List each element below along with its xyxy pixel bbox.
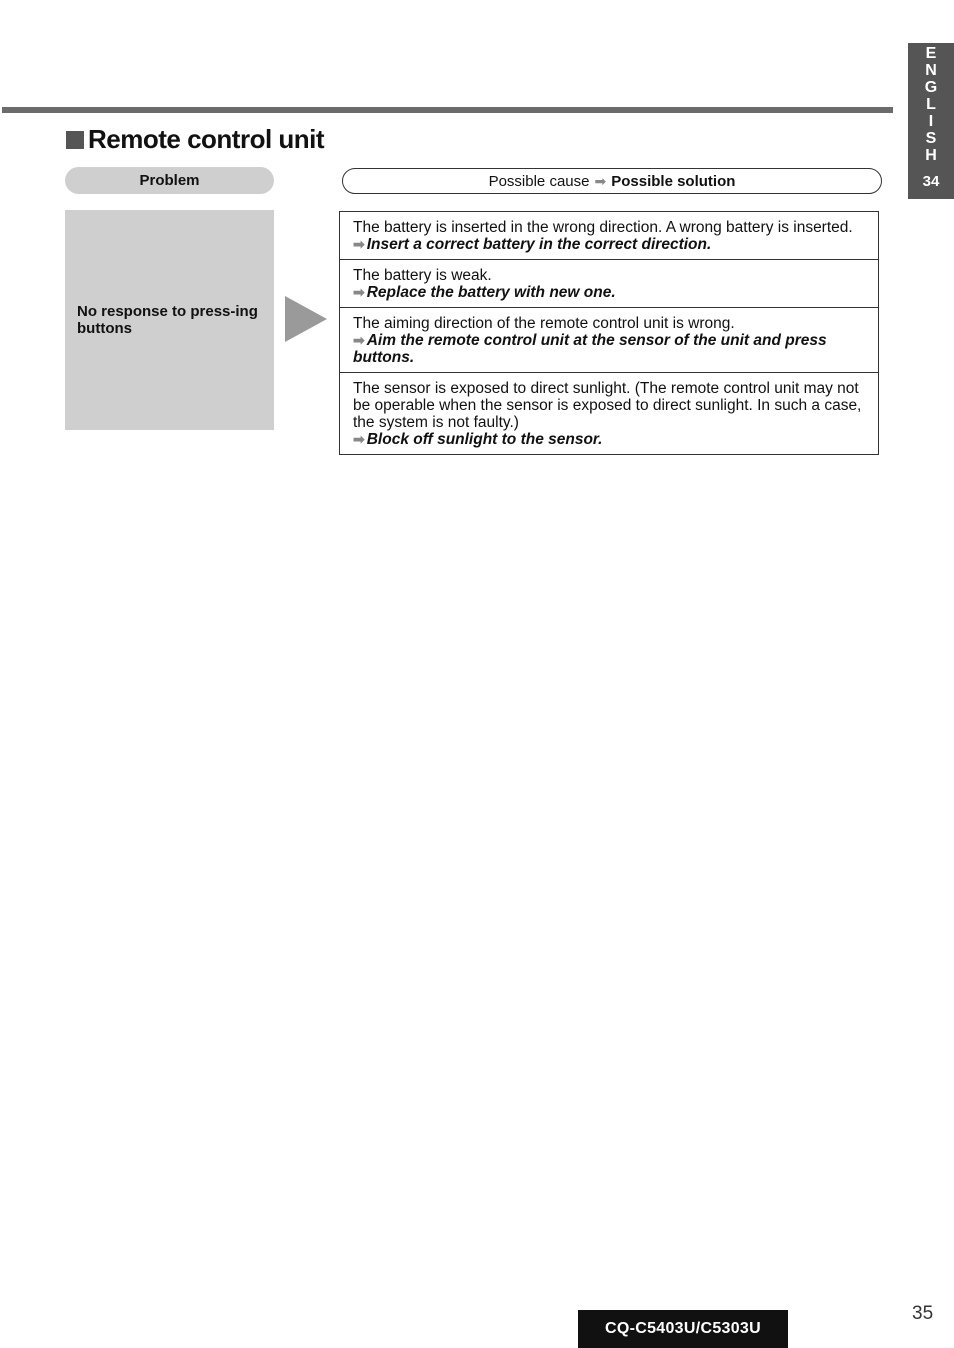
solution-text: Aim the remote control unit at the sensor of the unit and press buttons. <box>353 332 827 366</box>
cause-row <box>340 307 878 372</box>
solution-line <box>353 236 870 253</box>
cause-solution-header <box>342 168 882 194</box>
model-name: CQ-C5403U/C5303U <box>605 1320 761 1337</box>
right-arrow-icon: ➡ <box>594 172 607 189</box>
language-tab <box>908 43 954 199</box>
top-rule <box>2 107 893 113</box>
possible-cause-label: Possible cause <box>488 172 590 190</box>
square-bullet-icon <box>66 131 84 149</box>
language-letter: I <box>928 113 934 130</box>
solution-text: Block off sunlight to the sensor. <box>366 431 603 448</box>
cause-row <box>340 372 878 454</box>
solution-text: Insert a correct battery in the correct direction. <box>366 236 712 253</box>
triangle-pointer-icon <box>285 296 327 342</box>
language-letter: N <box>925 62 937 79</box>
cause-text: The battery is inserted in the wrong direction. A wrong battery is inserted. <box>353 219 853 236</box>
model-badge <box>578 1310 788 1348</box>
right-arrow-icon: ➡ <box>353 431 365 447</box>
section-title-text: Remote control unit <box>88 124 325 154</box>
section-page-number: 34 <box>922 173 940 190</box>
cause-text: The sensor is exposed to direct sunlight. (The remote control unit may not be operable when the sensor is exposed to direct sunlight. In such a case, the system is not faulty.) <box>353 380 862 431</box>
language-letter: L <box>926 96 936 113</box>
cause-text: The aiming direction of the remote control unit is wrong. <box>353 315 735 332</box>
solution-line <box>353 284 870 301</box>
solution-text: Replace the battery with new one. <box>366 284 616 301</box>
possible-solution-label: Possible solution <box>611 172 736 190</box>
cause-row <box>340 212 878 259</box>
language-letters <box>908 43 954 164</box>
page-number: 35 <box>912 1303 934 1324</box>
language-letter: H <box>925 147 937 164</box>
language-letter: S <box>925 130 937 147</box>
language-letter: G <box>924 79 938 96</box>
problem-box <box>65 210 274 430</box>
cause-row <box>340 259 878 307</box>
problem-header-label: Problem <box>139 172 200 189</box>
right-arrow-icon: ➡ <box>353 332 365 348</box>
right-arrow-icon: ➡ <box>353 236 365 252</box>
section-title <box>66 124 324 155</box>
right-arrow-icon: ➡ <box>353 284 365 300</box>
causes-table <box>339 211 879 455</box>
language-letter: E <box>925 45 937 62</box>
problem-header <box>65 167 274 194</box>
cause-text: The battery is weak. <box>353 267 492 284</box>
solution-line <box>353 431 870 448</box>
problem-text: No response to press-ing buttons <box>77 303 258 337</box>
solution-line <box>353 332 870 366</box>
